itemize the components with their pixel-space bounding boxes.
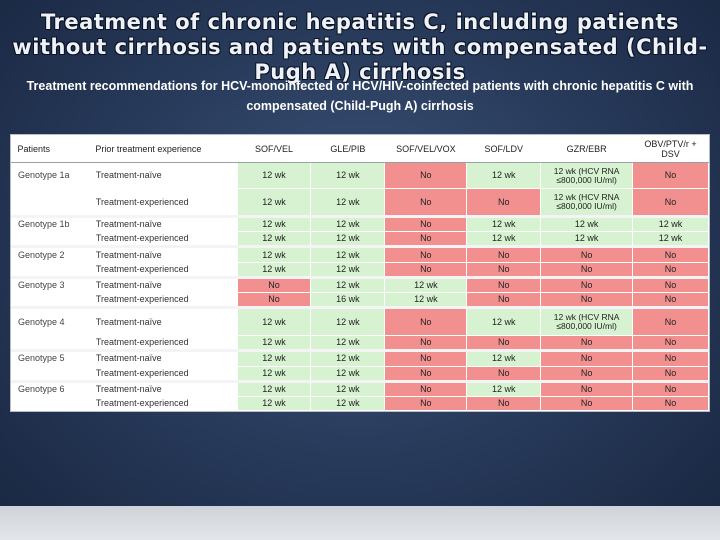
table-header-row [12, 135, 709, 163]
regimen-cell: No [541, 293, 633, 308]
regimen-cell: No [385, 366, 467, 381]
regimen-cell: 12 wk [311, 381, 385, 396]
regimen-cell: No [541, 381, 633, 396]
treatment-experience-cell: Treatment-experienced [89, 189, 237, 217]
table-row [12, 163, 709, 189]
regimen-cell: 16 wk [311, 293, 385, 308]
regimen-cell: No [385, 262, 467, 277]
regimen-cell: 12 wk [237, 336, 311, 351]
genotype-cell [12, 397, 90, 411]
treatment-experience-cell: Treatment-naïve [89, 217, 237, 232]
slide-subtitle: Treatment recommendations for HCV-monoinfected or HCV/HIV-coinfected patients with chronic hepatitis C with compensated (Child-Pugh A) cirrhosis [26, 79, 694, 113]
regimen-cell: No [385, 247, 467, 262]
regimen-cell: 12 wk [311, 397, 385, 411]
regimen-cell: No [385, 308, 467, 336]
regimen-cell: 12 wk [311, 163, 385, 189]
table-row [12, 351, 709, 366]
regimen-cell: No [541, 277, 633, 292]
treatment-experience-cell: Treatment-experienced [89, 232, 237, 247]
regimen-cell: 12 wk [237, 262, 311, 277]
treatment-table-container [10, 134, 710, 412]
regimen-cell: No [633, 397, 709, 411]
regimen-cell: No [633, 381, 709, 396]
regimen-cell: No [237, 293, 311, 308]
regimen-cell: No [385, 397, 467, 411]
table-row [12, 308, 709, 336]
regimen-cell: 12 wk [467, 351, 541, 366]
regimen-cell: 12 wk [237, 351, 311, 366]
regimen-cell: 12 wk [311, 189, 385, 217]
regimen-cell: No [467, 293, 541, 308]
regimen-cell: 12 wk (HCV RNA ≤800,000 IU/ml) [541, 189, 633, 217]
genotype-cell [12, 232, 90, 247]
column-header: GZR/EBR [541, 135, 633, 163]
column-header: SOF/VEL [237, 135, 311, 163]
regimen-cell: 12 wk [311, 262, 385, 277]
regimen-cell: No [385, 217, 467, 232]
regimen-cell: 12 wk [237, 163, 311, 189]
regimen-cell: 12 wk [467, 381, 541, 396]
treatment-experience-cell: Treatment-naïve [89, 247, 237, 262]
table-row [12, 247, 709, 262]
genotype-cell: Genotype 3 [12, 277, 90, 292]
genotype-cell: Genotype 5 [12, 351, 90, 366]
regimen-cell: No [541, 397, 633, 411]
regimen-cell: No [385, 189, 467, 217]
genotype-cell: Genotype 2 [12, 247, 90, 262]
treatment-experience-cell: Treatment-experienced [89, 366, 237, 381]
table-row [12, 262, 709, 277]
regimen-cell: 12 wk [467, 217, 541, 232]
table-row [12, 277, 709, 292]
regimen-cell: 12 wk (HCV RNA ≤800,000 IU/ml) [541, 163, 633, 189]
regimen-cell: No [467, 336, 541, 351]
regimen-cell: No [467, 262, 541, 277]
regimen-cell: 12 wk [237, 217, 311, 232]
regimen-cell: No [633, 262, 709, 277]
regimen-cell: 12 wk [311, 277, 385, 292]
regimen-cell: No [541, 262, 633, 277]
regimen-cell: 12 wk [237, 381, 311, 396]
column-header: GLE/PIB [311, 135, 385, 163]
regimen-cell: 12 wk [385, 293, 467, 308]
regimen-cell: 12 wk [237, 232, 311, 247]
regimen-cell: 12 wk [237, 366, 311, 381]
genotype-cell [12, 336, 90, 351]
genotype-cell [12, 262, 90, 277]
regimen-cell: 12 wk [311, 232, 385, 247]
regimen-cell: 12 wk [541, 217, 633, 232]
regimen-cell: No [633, 277, 709, 292]
genotype-cell [12, 366, 90, 381]
treatment-experience-cell: Treatment-naïve [89, 351, 237, 366]
column-header: SOF/VEL/VOX [385, 135, 467, 163]
treatment-table [11, 135, 709, 411]
table-body [12, 163, 709, 411]
regimen-cell: No [541, 247, 633, 262]
genotype-cell: Genotype 1b [12, 217, 90, 232]
table-row [12, 397, 709, 411]
regimen-cell: No [633, 351, 709, 366]
column-header: Prior treatment experience [89, 135, 237, 163]
regimen-cell: 12 wk [385, 277, 467, 292]
regimen-cell: 12 wk [311, 336, 385, 351]
table-row [12, 293, 709, 308]
column-header: Patients [12, 135, 90, 163]
regimen-cell: No [385, 336, 467, 351]
regimen-cell: No [385, 232, 467, 247]
regimen-cell: 12 wk [237, 247, 311, 262]
treatment-experience-cell: Treatment-experienced [89, 293, 237, 308]
regimen-cell: No [541, 351, 633, 366]
regimen-cell: No [237, 277, 311, 292]
regimen-cell: 12 wk [311, 247, 385, 262]
slide-title: Treatment of chronic hepatitis C, including patients without cirrhosis and patients with compensated (Child-Pugh A) cirrhosis [12, 10, 708, 84]
column-header: SOF/LDV [467, 135, 541, 163]
regimen-cell: No [633, 293, 709, 308]
table-row [12, 381, 709, 396]
regimen-cell: No [467, 189, 541, 217]
regimen-cell: 12 wk (HCV RNA ≤800,000 IU/ml) [541, 308, 633, 336]
table-row [12, 189, 709, 217]
regimen-cell: No [385, 351, 467, 366]
regimen-cell: 12 wk [311, 351, 385, 366]
regimen-cell: 12 wk [311, 308, 385, 336]
genotype-cell: Genotype 6 [12, 381, 90, 396]
regimen-cell: No [633, 247, 709, 262]
genotype-cell: Genotype 4 [12, 308, 90, 336]
table-row [12, 336, 709, 351]
table-row [12, 217, 709, 232]
regimen-cell: 12 wk [237, 397, 311, 411]
regimen-cell: No [467, 247, 541, 262]
genotype-cell [12, 293, 90, 308]
regimen-cell: 12 wk [633, 232, 709, 247]
regimen-cell: 12 wk [467, 308, 541, 336]
regimen-cell: No [633, 163, 709, 189]
regimen-cell: No [633, 336, 709, 351]
footer-band [0, 506, 720, 540]
treatment-experience-cell: Treatment-experienced [89, 262, 237, 277]
regimen-cell: No [385, 381, 467, 396]
regimen-cell: 12 wk [311, 217, 385, 232]
regimen-cell: 12 wk [467, 232, 541, 247]
treatment-experience-cell: Treatment-naïve [89, 308, 237, 336]
table-row [12, 232, 709, 247]
regimen-cell: 12 wk [311, 366, 385, 381]
treatment-experience-cell: Treatment-naïve [89, 277, 237, 292]
regimen-cell: 12 wk [633, 217, 709, 232]
column-header: OBV/PTV/r + DSV [633, 135, 709, 163]
regimen-cell: No [541, 336, 633, 351]
regimen-cell: 12 wk [237, 189, 311, 217]
regimen-cell: No [541, 366, 633, 381]
regimen-cell: 12 wk [467, 163, 541, 189]
regimen-cell: No [633, 308, 709, 336]
treatment-experience-cell: Treatment-experienced [89, 397, 237, 411]
genotype-cell: Genotype 1a [12, 163, 90, 189]
genotype-cell [12, 189, 90, 217]
table-row [12, 366, 709, 381]
regimen-cell: No [633, 366, 709, 381]
regimen-cell: No [467, 366, 541, 381]
regimen-cell: No [467, 397, 541, 411]
regimen-cell: 12 wk [237, 308, 311, 336]
treatment-experience-cell: Treatment-naïve [89, 381, 237, 396]
regimen-cell: No [467, 277, 541, 292]
regimen-cell: No [385, 163, 467, 189]
treatment-experience-cell: Treatment-experienced [89, 336, 237, 351]
treatment-experience-cell: Treatment-naïve [89, 163, 237, 189]
regimen-cell: 12 wk [541, 232, 633, 247]
regimen-cell: No [633, 189, 709, 217]
